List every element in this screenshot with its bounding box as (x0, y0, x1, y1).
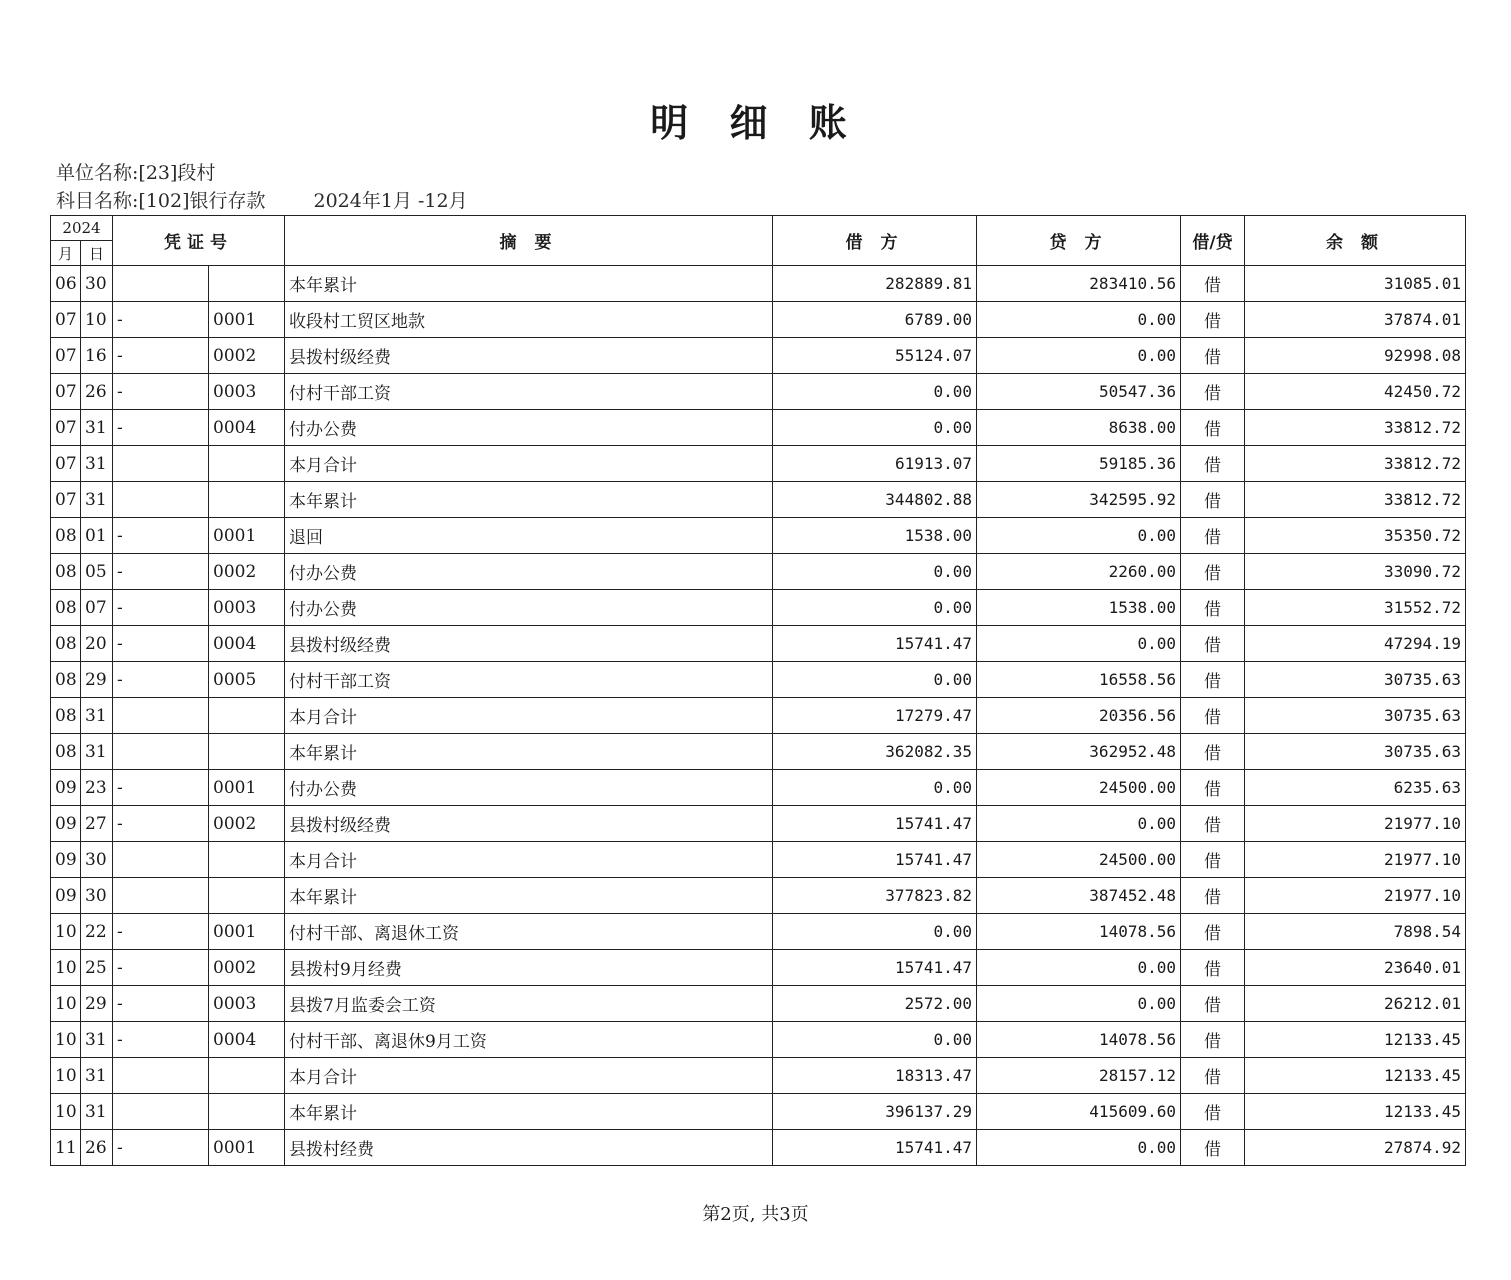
summary-cell: 县拨村9月经费 (285, 950, 773, 986)
header-year: 2024 (51, 216, 113, 241)
dc-cell: 借 (1181, 338, 1245, 374)
voucher-type-cell: - (113, 806, 209, 842)
balance-cell: 30735.63 (1245, 734, 1466, 770)
dc-cell: 借 (1181, 986, 1245, 1022)
voucher-number-cell: 0002 (209, 806, 285, 842)
header-debit: 借 方 (773, 216, 977, 266)
table-row (51, 626, 1466, 662)
voucher-type-cell: - (113, 662, 209, 698)
credit-cell: 0.00 (977, 626, 1181, 662)
dc-cell: 借 (1181, 806, 1245, 842)
balance-cell: 7898.54 (1245, 914, 1466, 950)
voucher-type-cell (113, 446, 209, 482)
summary-cell: 县拨村级经费 (285, 806, 773, 842)
day-cell: 25 (81, 950, 113, 986)
credit-cell: 59185.36 (977, 446, 1181, 482)
summary-cell: 本年累计 (285, 266, 773, 302)
debit-cell: 0.00 (773, 770, 977, 806)
summary-cell: 本年累计 (285, 1094, 773, 1130)
voucher-type-cell: - (113, 1130, 209, 1166)
day-cell: 30 (81, 266, 113, 302)
month-cell: 08 (51, 662, 81, 698)
dc-cell: 借 (1181, 914, 1245, 950)
balance-cell: 21977.10 (1245, 806, 1466, 842)
day-cell: 05 (81, 554, 113, 590)
balance-cell: 21977.10 (1245, 842, 1466, 878)
debit-cell: 2572.00 (773, 986, 977, 1022)
day-cell: 31 (81, 698, 113, 734)
credit-cell: 1538.00 (977, 590, 1181, 626)
balance-cell: 47294.19 (1245, 626, 1466, 662)
debit-cell: 15741.47 (773, 1130, 977, 1166)
voucher-number-cell (209, 734, 285, 770)
table-row (51, 410, 1466, 446)
day-cell: 01 (81, 518, 113, 554)
voucher-number-cell: 0001 (209, 518, 285, 554)
voucher-type-cell (113, 482, 209, 518)
voucher-number-cell: 0004 (209, 410, 285, 446)
day-cell: 26 (81, 374, 113, 410)
voucher-number-cell (209, 698, 285, 734)
dc-cell: 借 (1181, 698, 1245, 734)
period: 2024年1月 -12月 (313, 190, 468, 212)
day-cell: 29 (81, 662, 113, 698)
summary-cell: 本年累计 (285, 482, 773, 518)
summary-cell: 收段村工贸区地款 (285, 302, 773, 338)
month-cell: 07 (51, 302, 81, 338)
debit-cell: 15741.47 (773, 950, 977, 986)
summary-cell: 付办公费 (285, 590, 773, 626)
table-row (51, 986, 1466, 1022)
header-balance: 余 额 (1245, 216, 1466, 266)
credit-cell: 2260.00 (977, 554, 1181, 590)
header-day: 日 (81, 241, 113, 266)
header-voucher: 凭证号 (113, 216, 285, 266)
voucher-number-cell: 0002 (209, 554, 285, 590)
month-cell: 10 (51, 1022, 81, 1058)
table-row (51, 950, 1466, 986)
credit-cell: 8638.00 (977, 410, 1181, 446)
balance-cell: 42450.72 (1245, 374, 1466, 410)
debit-cell: 282889.81 (773, 266, 977, 302)
debit-cell: 15741.47 (773, 626, 977, 662)
day-cell: 22 (81, 914, 113, 950)
summary-cell: 付办公费 (285, 410, 773, 446)
day-cell: 31 (81, 1094, 113, 1130)
month-cell: 10 (51, 986, 81, 1022)
debit-cell: 17279.47 (773, 698, 977, 734)
debit-cell: 0.00 (773, 914, 977, 950)
table-row (51, 914, 1466, 950)
summary-cell: 本年累计 (285, 878, 773, 914)
voucher-type-cell: - (113, 518, 209, 554)
debit-cell: 396137.29 (773, 1094, 977, 1130)
day-cell: 23 (81, 770, 113, 806)
ledger-body (51, 266, 1466, 1166)
header-summary: 摘 要 (285, 216, 773, 266)
credit-cell: 0.00 (977, 338, 1181, 374)
balance-cell: 12133.45 (1245, 1058, 1466, 1094)
dc-cell: 借 (1181, 662, 1245, 698)
day-cell: 31 (81, 410, 113, 446)
day-cell: 16 (81, 338, 113, 374)
month-cell: 09 (51, 806, 81, 842)
day-cell: 27 (81, 806, 113, 842)
voucher-type-cell (113, 734, 209, 770)
balance-cell: 33812.72 (1245, 410, 1466, 446)
day-cell: 31 (81, 446, 113, 482)
credit-cell: 362952.48 (977, 734, 1181, 770)
summary-cell: 县拨村经费 (285, 1130, 773, 1166)
subject-name: 科目名称:[102]银行存款 (56, 190, 266, 212)
table-row (51, 806, 1466, 842)
voucher-type-cell: - (113, 1022, 209, 1058)
voucher-number-cell (209, 266, 285, 302)
voucher-type-cell: - (113, 590, 209, 626)
debit-cell: 18313.47 (773, 1058, 977, 1094)
day-cell: 29 (81, 986, 113, 1022)
day-cell: 10 (81, 302, 113, 338)
day-cell: 20 (81, 626, 113, 662)
debit-cell: 0.00 (773, 662, 977, 698)
month-cell: 07 (51, 482, 81, 518)
balance-cell: 35350.72 (1245, 518, 1466, 554)
unit-name: 单位名称:[23]段村 (56, 162, 216, 184)
balance-cell: 12133.45 (1245, 1094, 1466, 1130)
debit-cell: 15741.47 (773, 806, 977, 842)
balance-cell: 26212.01 (1245, 986, 1466, 1022)
month-cell: 07 (51, 374, 81, 410)
credit-cell: 415609.60 (977, 1094, 1181, 1130)
balance-cell: 23640.01 (1245, 950, 1466, 986)
summary-cell: 县拨7月监委会工资 (285, 986, 773, 1022)
balance-cell: 12133.45 (1245, 1022, 1466, 1058)
voucher-number-cell: 0003 (209, 374, 285, 410)
dc-cell: 借 (1181, 770, 1245, 806)
debit-cell: 0.00 (773, 590, 977, 626)
credit-cell: 24500.00 (977, 842, 1181, 878)
voucher-type-cell: - (113, 374, 209, 410)
table-row (51, 374, 1466, 410)
table-row (51, 590, 1466, 626)
month-cell: 09 (51, 878, 81, 914)
balance-cell: 21977.10 (1245, 878, 1466, 914)
summary-cell: 本月合计 (285, 698, 773, 734)
voucher-type-cell: - (113, 770, 209, 806)
dc-cell: 借 (1181, 374, 1245, 410)
credit-cell: 0.00 (977, 302, 1181, 338)
voucher-number-cell (209, 1094, 285, 1130)
summary-cell: 付办公费 (285, 770, 773, 806)
month-cell: 07 (51, 446, 81, 482)
table-row (51, 878, 1466, 914)
voucher-type-cell: - (113, 302, 209, 338)
voucher-number-cell: 0001 (209, 770, 285, 806)
credit-cell: 0.00 (977, 806, 1181, 842)
table-row (51, 662, 1466, 698)
credit-cell: 387452.48 (977, 878, 1181, 914)
day-cell: 31 (81, 482, 113, 518)
credit-cell: 283410.56 (977, 266, 1181, 302)
voucher-number-cell: 0003 (209, 590, 285, 626)
balance-cell: 31085.01 (1245, 266, 1466, 302)
dc-cell: 借 (1181, 554, 1245, 590)
balance-cell: 92998.08 (1245, 338, 1466, 374)
credit-cell: 14078.56 (977, 1022, 1181, 1058)
table-row (51, 842, 1466, 878)
voucher-type-cell: - (113, 914, 209, 950)
page-footer: 第2页, 共3页 (702, 1204, 809, 1225)
debit-cell: 0.00 (773, 554, 977, 590)
debit-cell: 344802.88 (773, 482, 977, 518)
summary-cell: 本年累计 (285, 734, 773, 770)
balance-cell: 33812.72 (1245, 482, 1466, 518)
month-cell: 08 (51, 626, 81, 662)
page-title: 明 细 账 (650, 100, 861, 145)
month-cell: 07 (51, 338, 81, 374)
balance-cell: 37874.01 (1245, 302, 1466, 338)
day-cell: 30 (81, 842, 113, 878)
voucher-type-cell: - (113, 950, 209, 986)
month-cell: 08 (51, 590, 81, 626)
table-row (51, 338, 1466, 374)
table-row (51, 266, 1466, 302)
day-cell: 26 (81, 1130, 113, 1166)
voucher-number-cell: 0001 (209, 302, 285, 338)
summary-cell: 县拨村级经费 (285, 338, 773, 374)
summary-cell: 付村干部工资 (285, 662, 773, 698)
day-cell: 30 (81, 878, 113, 914)
month-cell: 11 (51, 1130, 81, 1166)
voucher-type-cell (113, 878, 209, 914)
balance-cell: 27874.92 (1245, 1130, 1466, 1166)
voucher-number-cell (209, 482, 285, 518)
voucher-number-cell: 0002 (209, 338, 285, 374)
voucher-type-cell (113, 842, 209, 878)
summary-cell: 付村干部、离退休9月工资 (285, 1022, 773, 1058)
day-cell: 31 (81, 1022, 113, 1058)
subject-line (56, 186, 468, 213)
debit-cell: 15741.47 (773, 842, 977, 878)
debit-cell: 362082.35 (773, 734, 977, 770)
month-cell: 10 (51, 950, 81, 986)
debit-cell: 0.00 (773, 410, 977, 446)
month-cell: 10 (51, 914, 81, 950)
dc-cell: 借 (1181, 842, 1245, 878)
voucher-type-cell (113, 1058, 209, 1094)
voucher-number-cell: 0002 (209, 950, 285, 986)
credit-cell: 28157.12 (977, 1058, 1181, 1094)
month-cell: 09 (51, 842, 81, 878)
dc-cell: 借 (1181, 950, 1245, 986)
month-cell: 08 (51, 698, 81, 734)
month-cell: 08 (51, 518, 81, 554)
month-cell: 09 (51, 770, 81, 806)
dc-cell: 借 (1181, 590, 1245, 626)
table-row (51, 734, 1466, 770)
voucher-number-cell (209, 446, 285, 482)
credit-cell: 20356.56 (977, 698, 1181, 734)
table-row (51, 446, 1466, 482)
dc-cell: 借 (1181, 302, 1245, 338)
table-row (51, 482, 1466, 518)
voucher-number-cell: 0003 (209, 986, 285, 1022)
balance-cell: 30735.63 (1245, 698, 1466, 734)
table-row (51, 1094, 1466, 1130)
credit-cell: 0.00 (977, 950, 1181, 986)
voucher-type-cell: - (113, 626, 209, 662)
voucher-number-cell (209, 1058, 285, 1094)
balance-cell: 33090.72 (1245, 554, 1466, 590)
voucher-number-cell (209, 878, 285, 914)
dc-cell: 借 (1181, 626, 1245, 662)
credit-cell: 16558.56 (977, 662, 1181, 698)
summary-cell: 县拨村级经费 (285, 626, 773, 662)
debit-cell: 377823.82 (773, 878, 977, 914)
credit-cell: 50547.36 (977, 374, 1181, 410)
voucher-type-cell: - (113, 410, 209, 446)
month-cell: 10 (51, 1094, 81, 1130)
day-cell: 07 (81, 590, 113, 626)
voucher-number-cell: 0004 (209, 626, 285, 662)
dc-cell: 借 (1181, 446, 1245, 482)
dc-cell: 借 (1181, 1022, 1245, 1058)
table-row (51, 518, 1466, 554)
debit-cell: 6789.00 (773, 302, 977, 338)
debit-cell: 0.00 (773, 1022, 977, 1058)
voucher-number-cell: 0004 (209, 1022, 285, 1058)
summary-cell: 付村干部工资 (285, 374, 773, 410)
voucher-type-cell: - (113, 554, 209, 590)
header-dc: 借/贷 (1181, 216, 1245, 266)
voucher-type-cell (113, 1094, 209, 1130)
ledger-table (50, 215, 1466, 1166)
voucher-number-cell (209, 842, 285, 878)
table-row (51, 554, 1466, 590)
header-credit: 贷 方 (977, 216, 1181, 266)
dc-cell: 借 (1181, 482, 1245, 518)
voucher-type-cell (113, 266, 209, 302)
summary-cell: 本月合计 (285, 1058, 773, 1094)
balance-cell: 33812.72 (1245, 446, 1466, 482)
credit-cell: 0.00 (977, 518, 1181, 554)
header-month: 月 (51, 241, 81, 266)
month-cell: 10 (51, 1058, 81, 1094)
table-row (51, 1022, 1466, 1058)
balance-cell: 6235.63 (1245, 770, 1466, 806)
debit-cell: 0.00 (773, 374, 977, 410)
table-row (51, 770, 1466, 806)
month-cell: 08 (51, 554, 81, 590)
summary-cell: 退回 (285, 518, 773, 554)
voucher-type-cell: - (113, 338, 209, 374)
voucher-number-cell: 0005 (209, 662, 285, 698)
balance-cell: 31552.72 (1245, 590, 1466, 626)
table-row (51, 1058, 1466, 1094)
voucher-type-cell: - (113, 986, 209, 1022)
credit-cell: 0.00 (977, 986, 1181, 1022)
summary-cell: 付村干部、离退休工资 (285, 914, 773, 950)
summary-cell: 本月合计 (285, 842, 773, 878)
debit-cell: 1538.00 (773, 518, 977, 554)
month-cell: 07 (51, 410, 81, 446)
dc-cell: 借 (1181, 518, 1245, 554)
dc-cell: 借 (1181, 266, 1245, 302)
table-row (51, 1130, 1466, 1166)
dc-cell: 借 (1181, 1094, 1245, 1130)
dc-cell: 借 (1181, 734, 1245, 770)
credit-cell: 342595.92 (977, 482, 1181, 518)
table-row (51, 302, 1466, 338)
summary-cell: 付办公费 (285, 554, 773, 590)
table-row (51, 698, 1466, 734)
dc-cell: 借 (1181, 410, 1245, 446)
month-cell: 08 (51, 734, 81, 770)
debit-cell: 61913.07 (773, 446, 977, 482)
dc-cell: 借 (1181, 1058, 1245, 1094)
voucher-number-cell: 0001 (209, 914, 285, 950)
dc-cell: 借 (1181, 878, 1245, 914)
voucher-number-cell: 0001 (209, 1130, 285, 1166)
credit-cell: 14078.56 (977, 914, 1181, 950)
credit-cell: 0.00 (977, 1130, 1181, 1166)
credit-cell: 24500.00 (977, 770, 1181, 806)
debit-cell: 55124.07 (773, 338, 977, 374)
voucher-type-cell (113, 698, 209, 734)
header-row-1 (51, 216, 1466, 241)
dc-cell: 借 (1181, 1130, 1245, 1166)
month-cell: 06 (51, 266, 81, 302)
day-cell: 31 (81, 734, 113, 770)
day-cell: 31 (81, 1058, 113, 1094)
balance-cell: 30735.63 (1245, 662, 1466, 698)
summary-cell: 本月合计 (285, 446, 773, 482)
